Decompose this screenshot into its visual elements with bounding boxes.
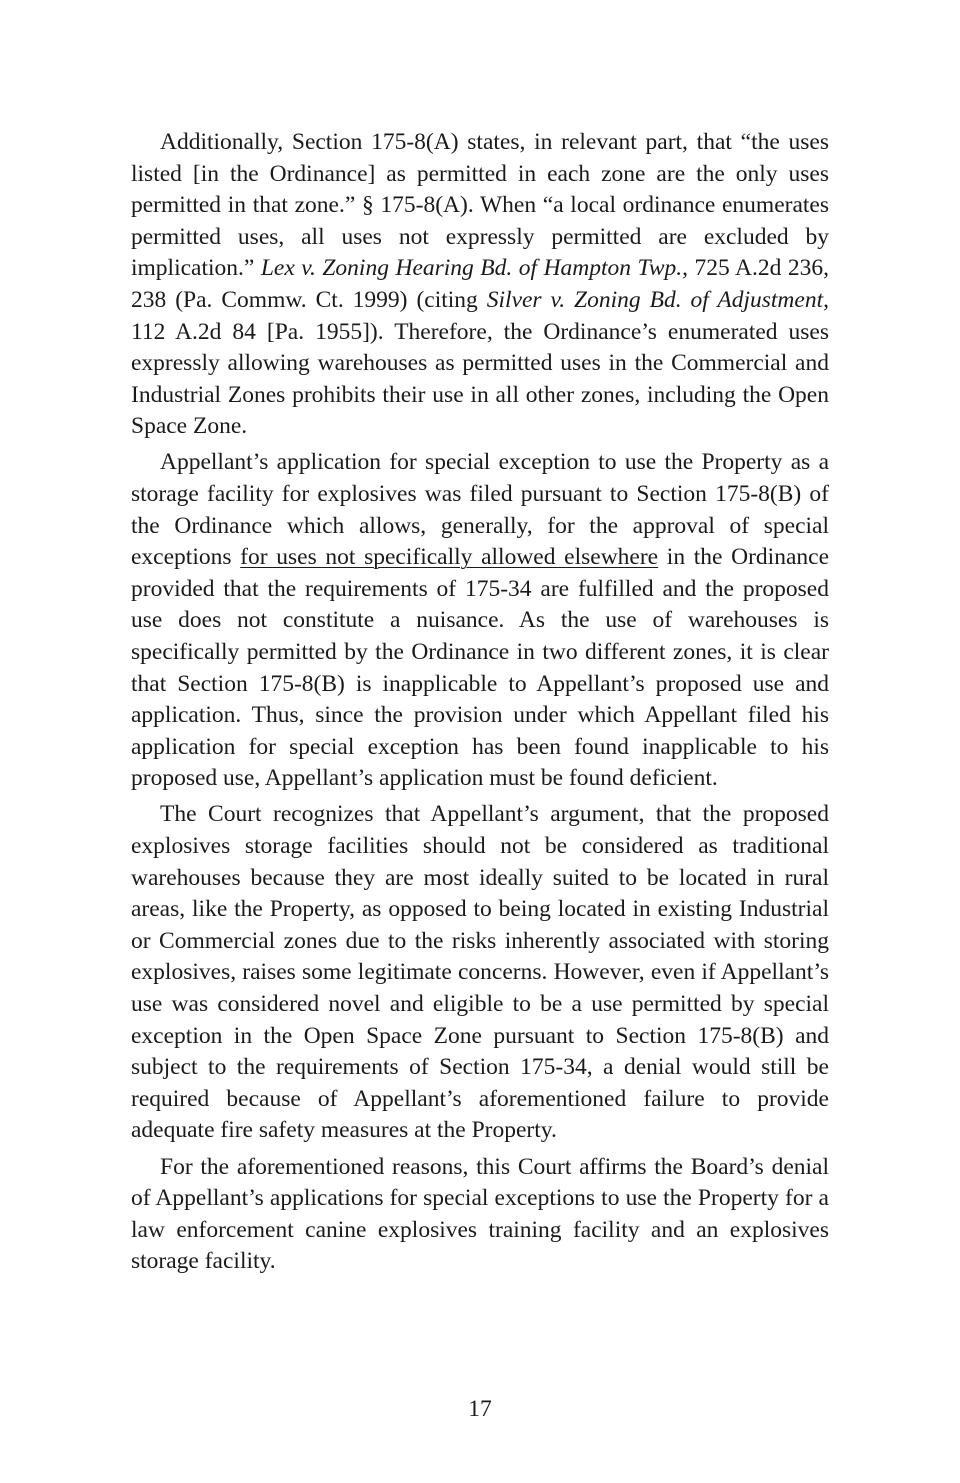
page-number: 17 [468, 1396, 492, 1422]
paragraph-3 [131, 799, 829, 1147]
paragraph-1-text-1: Additionally, Section 175-8(A) states, in relevant part, that “the uses listed [in the Ordinance] as permitted in each zone are the only uses permitted in that zone.” § 175-8(A). When “a local ordinance enumerates permitted uses, all uses not expressly permitted are excluded by implication.” [131, 129, 829, 282]
case-citation-silver: Silver v. Zoning Bd. of Adjustment [486, 286, 824, 313]
paragraph-3-text-1: The Court recognizes that Appellant’s argument, that the proposed explosives storage facilities should not be considered as traditional warehouses because they are most ideally suited to be located in rural areas, like the Property, as opposed to being located in existing Industrial or Commercial zones due to the risks inherently associated with storing explosives, raises some legitimate concerns. However, even if Appellant’s use was considered novel and eligible to be a use permitted by special exception in the Open Space Zone pursuant to Section 175-8(B) and subject to the requirements of Section 175-34, a denial would still be required because of Appellant’s aforementioned failure to provide adequate fire safety measures at the Property. [131, 801, 829, 1144]
paragraph-2 [131, 447, 829, 795]
paragraph-1-text-3: , 112 A.2d 84 [Pa. 1955]). Therefore, the Ordinance’s enumerated uses expressly allowing warehouses as permitted uses in the Commercial and Industrial Zones prohibits their use in all other zones, including the Open Space Zone. [131, 286, 829, 440]
paragraph-2-text-2: in the Ordinance provided that the requirements of 175-34 are fulfilled and the proposed use does not constitute a nuisance. As the use of warehouses is specifically permitted by the Ordinance in two different zones, it is clear that Section 175-8(B) is inapplicable to Appellant’s proposed use and application. Thus, since the provision under which Appellant filed his application for special exception has been found inapplicable to his proposed use, Appellant’s application must be found deficient. [131, 544, 829, 792]
paragraph-1 [131, 127, 829, 443]
case-citation-lex: Lex v. Zoning Hearing Bd. of Hampton Twp. [260, 255, 683, 282]
page-body [131, 127, 829, 1282]
underlined-phrase: for uses not specifically allowed elsewhere [240, 544, 659, 571]
paragraph-2-text-1: Appellant’s application for special exception to use the Property as a storage facility for explosives was filed pursuant to Section 175-​8(B) of the Ordinance which allows, generally, for the approval of special exceptions [131, 449, 829, 571]
paragraph-1-text-2: , 725 A.2d 236, 238 (Pa. Commw. Ct. 1999) (citing [131, 255, 829, 313]
paragraph-4-text-1: For the aforementioned reasons, this Court affirms the Board’s denial of Appellant’s applications for special exceptions to use the Property for a law enforcement canine explosives training facility and an explosives storage facility. [131, 1153, 829, 1275]
paragraph-4 [131, 1152, 829, 1278]
